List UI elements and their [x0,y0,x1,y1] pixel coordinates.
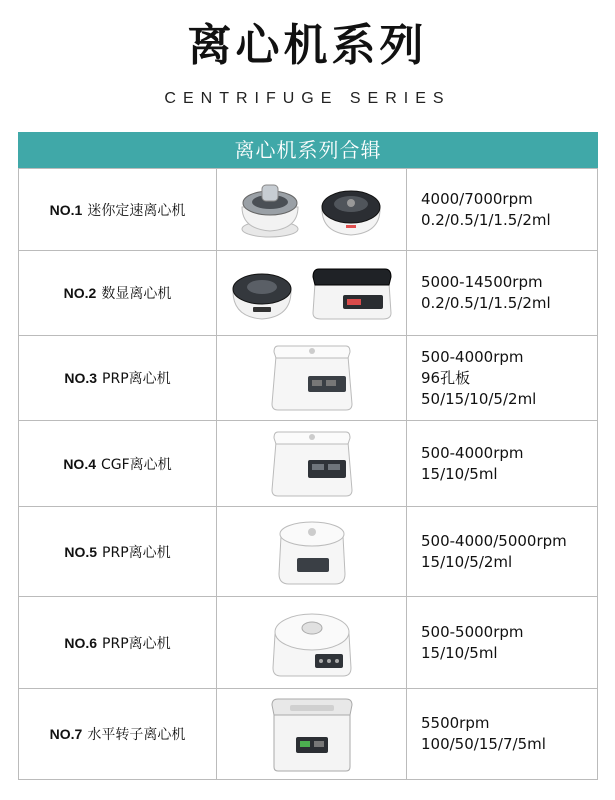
prp-centrifuge-box-image [268,342,356,414]
product-image-cell [217,169,407,250]
product-name: 水平转子离心机 [87,727,186,743]
product-name: PRP离心机 [102,371,171,387]
spec-line: 500-5000rpm [421,622,524,641]
table-row [19,251,597,336]
product-image-cell [217,336,407,420]
spec-line: 100/50/15/7/5ml [421,735,546,753]
product-spec-cell [407,169,597,250]
spec-line: 5000-14500rpm [421,273,543,291]
product-number: NO.3 [64,370,98,386]
product-image-cell [217,421,407,506]
product-image-cell [217,251,407,335]
spec-line: 500-4000/5000rpm [421,531,567,550]
table-row [19,421,597,507]
prp-centrifuge-dome-image [269,606,355,680]
product-spec-cell [407,597,597,688]
table-row [19,336,597,421]
product-name-cell [19,336,217,420]
product-number: NO.7 [49,726,83,742]
spec-line: 15/10/5/2ml [421,552,513,571]
product-spec-cell [407,336,597,420]
table-row [19,507,597,597]
product-name-cell [19,421,217,506]
product-spec-cell [407,689,597,779]
product-name-cell [19,251,217,335]
prp-centrifuge-round-image [275,516,349,588]
product-name: 数显离心机 [101,286,172,302]
spec-line: 500-4000rpm [421,443,524,462]
product-image-cell [217,689,407,779]
product-spec-cell [407,507,597,596]
product-number: NO.6 [64,634,98,651]
spec-line: 0.2/0.5/1/1.5/2ml [421,210,551,229]
product-name: PRP离心机 [102,544,171,561]
cgf-centrifuge-box-image [268,428,356,500]
product-image-cell [217,507,407,596]
mini-centrifuge-dark-lid-image [316,179,386,241]
product-number: NO.2 [63,285,97,301]
spec-line: 96孔板 [421,368,471,387]
product-image-cell [217,597,407,688]
horizontal-rotor-centrifuge-image [268,695,356,773]
spec-line: 50/15/10/5/2ml [421,389,537,408]
digital-centrifuge-flat-image [309,263,395,323]
mini-centrifuge-clear-lid-image [238,179,302,241]
product-table [18,132,598,775]
table-row [19,597,597,689]
spec-line: 500-4000rpm [421,347,524,366]
product-number: NO.1 [49,201,83,218]
product-name-cell [19,597,217,688]
product-name: 迷你定速离心机 [87,202,186,219]
product-name: CGF离心机 [101,456,172,473]
spec-line: 5500rpm [421,714,490,732]
product-spec-cell [407,251,597,335]
product-name-cell [19,689,217,779]
spec-line: 15/10/5ml [421,643,498,662]
table-row [19,168,597,251]
table-rows [18,168,598,780]
table-caption: 离心机系列合辑 [18,132,598,168]
page-subtitle: CENTRIFUGE SERIES [164,90,451,107]
page-title: 离心机系列 [187,20,428,71]
spec-line: 4000/7000rpm [421,189,533,208]
product-name-cell [19,169,217,250]
spec-line: 15/10/5ml [421,464,498,483]
product-spec-cell [407,421,597,506]
spec-line: 0.2/0.5/1/1.5/2ml [421,294,551,312]
digital-centrifuge-round-image [229,261,295,325]
product-name: PRP离心机 [102,635,171,652]
product-name-cell [19,507,217,596]
product-number: NO.4 [63,455,96,472]
table-row [19,689,597,780]
product-number: NO.5 [64,543,98,560]
